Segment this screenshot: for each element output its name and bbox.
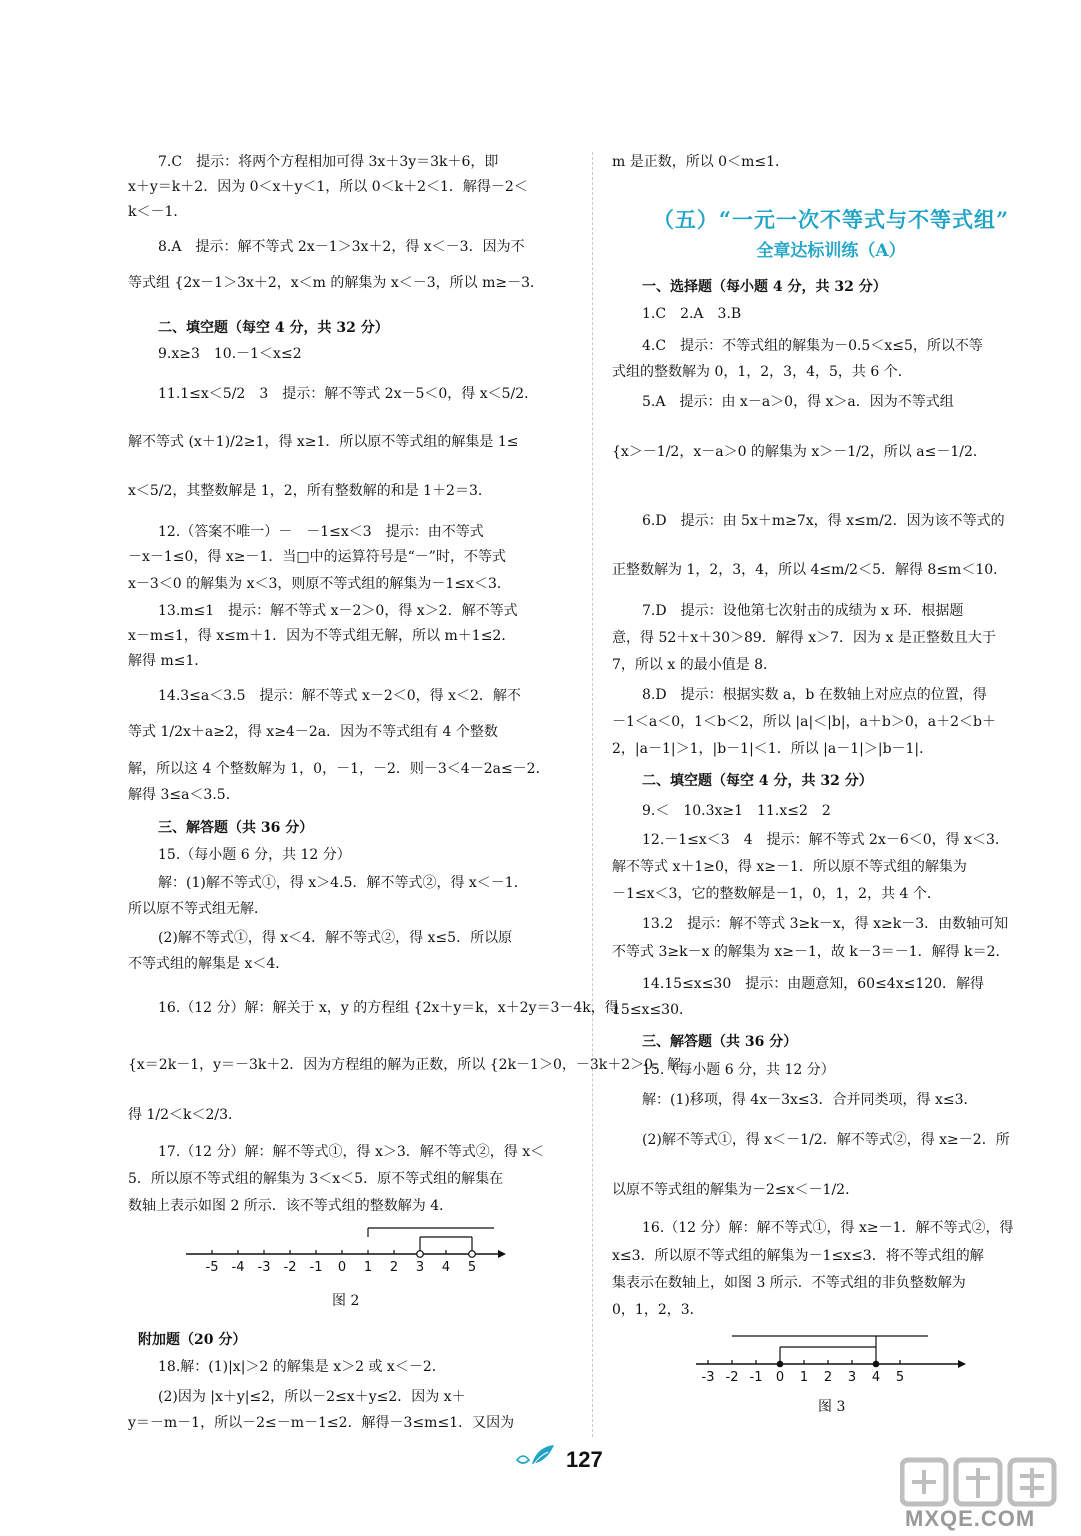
text-line: x＜5/2，其整数解是 1，2，所有整数解的和是 1＋2＝3． bbox=[128, 483, 492, 499]
text-line: 2，|a－1|＞1，|b－1|＜1．所以 |a－1|＞|b－1|． bbox=[612, 741, 934, 757]
text-line: 正整数解为 1，2，3，4，所以 4≤m/2＜5．解得 8≤m＜10． bbox=[612, 562, 1008, 578]
text-line: －1≤x＜3，它的整数解是－1，0，1，2，共 4 个． bbox=[612, 886, 941, 902]
text-line: 等式 1/2x＋a≥2，得 x≥4－2a．因为不等式组有 4 个整数 bbox=[128, 724, 498, 740]
figure-2-tick-label: 5 bbox=[467, 1260, 477, 1274]
text-line: 不等式组的解集是 x＜4． bbox=[128, 956, 290, 972]
text-line: 14.15≤x≤30 提示：由题意知，60≤4x≤120．解得 bbox=[642, 976, 985, 992]
text-line: 不等式 3≥k－x 的解集为 x≥－1，故 k－3＝－1．解得 k＝2． bbox=[612, 944, 1010, 960]
text-line: 11.1≤x＜5/2 3 提示：解不等式 2x－5＜0，得 x＜5/2． bbox=[158, 386, 539, 402]
figure-3-tick-label: 1 bbox=[799, 1370, 809, 1385]
text-line: －1＜a＜0，1＜b＜2，所以 |a|＜|b|，a＋b＞0，a＋2＜b＋ bbox=[612, 714, 996, 730]
text-line: 15≤x≤30． bbox=[612, 1002, 693, 1018]
figure-2-tick-label: -3 bbox=[257, 1260, 271, 1274]
text-line: (2)因为 |x＋y|≤2，所以－2≤x＋y≤2．因为 x＋ bbox=[158, 1389, 466, 1405]
text-line: 5．所以原不等式组的解集为 3＜x＜5．原不等式组的解集在 bbox=[128, 1171, 504, 1187]
text-line: 12.－1≤x＜3 4 提示：解不等式 2x－6＜0，得 x＜3． bbox=[642, 832, 1009, 848]
text-line: {x＝2k－1，y＝－3k＋2．因为方程组的解为正数，所以 {2k－1＞0，－3k＋2＞0．解 bbox=[128, 1057, 682, 1073]
text-line: x≤3．所以原不等式组的解集为－1≤x≤3．将不等式组的解 bbox=[612, 1248, 984, 1264]
text-line: 解不等式 (x＋1)/2≥1，得 x≥1．所以原不等式组的解集是 1≤ bbox=[128, 434, 519, 450]
figure-2-tick-label: -5 bbox=[205, 1260, 219, 1274]
text-line: x－3＜0 的解集为 x＜3，则原不等式组的解集为－1≤x＜3． bbox=[128, 576, 511, 592]
figure-3-tick-label: -2 bbox=[725, 1370, 739, 1385]
watermark-logo-icon bbox=[900, 1456, 1060, 1508]
text-line: 6.D 提示：由 5x＋m≥7x，得 x≤m/2．因为该不等式的 bbox=[642, 513, 1005, 529]
leaf-logo-icon bbox=[514, 1442, 560, 1472]
text-line: 7.C 提示：将两个方程相加可得 3x＋3y＝3k＋6，即 bbox=[158, 154, 499, 170]
text-line: 15.（每小题 6 分，共 12 分） bbox=[642, 1062, 835, 1078]
figure-2-tick-label: -2 bbox=[283, 1260, 297, 1274]
figure-2-tick-label: 0 bbox=[337, 1260, 347, 1274]
figure-2-tick-label: 2 bbox=[389, 1260, 399, 1274]
text-line: 数轴上表示如图 2 所示．该不等式组的整数解为 4． bbox=[128, 1198, 454, 1214]
chapter-subtitle: 全章达标训练（A） bbox=[756, 241, 906, 261]
text-line: 式组的整数解为 0，1，2，3，4，5，共 6 个． bbox=[612, 364, 912, 380]
figure-3-tick-label: 5 bbox=[895, 1370, 905, 1385]
chapter-title: （五）“一元一次不等式与不等式组” bbox=[652, 207, 1010, 232]
figure-3-tick-label: -1 bbox=[749, 1370, 763, 1385]
text-line: x＋y＝k＋2．因为 0＜x＋y＜1，所以 0＜k＋2＜1．解得－2＜ bbox=[128, 179, 528, 195]
section-heading: 附加题（20 分） bbox=[138, 1332, 247, 1348]
figure-3-tick-label: 4 bbox=[871, 1370, 881, 1385]
text-line: 得 1/2＜k＜2/3． bbox=[128, 1107, 242, 1123]
text-line: 16.（12 分）解：解关于 x，y 的方程组 {2x＋y＝k，x＋2y＝3－4k，得 bbox=[158, 1000, 619, 1016]
text-line: 集表示在数轴上，如图 3 所示．不等式组的非负整数解为 bbox=[612, 1275, 966, 1291]
section-heading: 三、解答题（共 36 分） bbox=[642, 1034, 798, 1050]
text-line: y＝－m－1，所以－2≤－m－1≤2．解得－3≤m≤1．又因为 bbox=[128, 1415, 515, 1431]
text-line: 解得 m≤1． bbox=[128, 653, 209, 669]
text-line: x－m≤1，得 x≤m＋1．因为不等式组无解，所以 m＋1≤2． bbox=[128, 628, 516, 644]
text-line: 7.D 提示：设他第七次射击的成绩为 x 环．根据题 bbox=[642, 603, 964, 619]
section-heading: 三、解答题（共 36 分） bbox=[158, 820, 314, 836]
figure-3-number-line bbox=[696, 1330, 966, 1386]
text-line: 解不等式 x＋1≥0，得 x≥－1．所以原不等式组的解集为 bbox=[612, 859, 967, 875]
text-line: 13.m≤1 提示：解不等式 x－2＞0，得 x＞2．解不等式 bbox=[158, 603, 518, 619]
text-line: m 是正数，所以 0＜m≤1． bbox=[612, 154, 789, 170]
text-line: 等式组 {2x－1＞3x＋2，x＜m 的解集为 x＜－3，所以 m≥－3． bbox=[128, 275, 545, 291]
text-line: 5.A 提示：由 x－a＞0，得 x＞a．因为不等式组 bbox=[642, 394, 954, 410]
text-line: 7，所以 x 的最小值是 8． bbox=[612, 657, 778, 673]
figure-2-tick-label: -4 bbox=[231, 1260, 245, 1274]
figure-2-tick-label: 1 bbox=[363, 1260, 373, 1274]
text-line: (2)解不等式①，得 x＜4．解不等式②，得 x≤5．所以原 bbox=[158, 930, 513, 946]
figure-2-tick-label: 4 bbox=[441, 1260, 451, 1274]
figure-2-number-line bbox=[186, 1220, 506, 1274]
figure-3-caption: 图 3 bbox=[818, 1399, 846, 1415]
text-line: 解：(1)移项，得 4x－3x≤3．合并同类项，得 x≤3． bbox=[642, 1092, 978, 1108]
text-line: 9.＜ 10.3x≥1 11.x≤2 2 bbox=[642, 803, 831, 819]
figure-2-tick-label: 3 bbox=[415, 1260, 425, 1274]
text-line: 13.2 提示：解不等式 3≥k－x，得 x≥k－3．由数轴可知 bbox=[642, 916, 1009, 932]
text-line: 4.C 提示：不等式组的解集为－0.5＜x≤5，所以不等 bbox=[642, 338, 983, 354]
text-line: 1.C 2.A 3.B bbox=[642, 306, 742, 322]
text-line: 17.（12 分）解：解不等式①，得 x＞3．解不等式②，得 x＜ bbox=[158, 1144, 545, 1160]
text-line: 12.（答案不唯一）－ －1≤x＜3 提示：由不等式 bbox=[158, 524, 484, 540]
text-line: －x－1≤0，得 x≥－1．当□中的运算符号是“－”时，不等式 bbox=[128, 549, 506, 565]
section-heading: 二、填空题（每空 4 分，共 32 分） bbox=[642, 773, 873, 789]
figure-3-tick-label: 3 bbox=[847, 1370, 857, 1385]
text-line: k＜－1． bbox=[128, 204, 188, 220]
text-line: (2)解不等式①，得 x＜－1/2．解不等式②，得 x≥－2．所 bbox=[642, 1132, 1010, 1148]
text-line: 14.3≤a＜3.5 提示：解不等式 x－2＜0，得 x＜2．解不 bbox=[158, 688, 521, 704]
figure-2-tick-label: -1 bbox=[309, 1260, 323, 1274]
figure-3-tick-label: 0 bbox=[775, 1370, 785, 1385]
text-line: 18.解：(1)|x|＞2 的解集是 x＞2 或 x＜－2． bbox=[158, 1359, 446, 1375]
figure-3-tick-label: 2 bbox=[823, 1370, 833, 1385]
section-heading: 二、填空题（每空 4 分，共 32 分） bbox=[158, 320, 389, 336]
watermark-text: MXQE.COM bbox=[905, 1506, 1036, 1531]
text-line: 解得 3≤a＜3.5． bbox=[128, 787, 240, 803]
page-number: 127 bbox=[566, 1447, 603, 1472]
text-line: 解，所以这 4 个整数解为 1，0，－1，－2．则－3＜4－2a≤－2． bbox=[128, 761, 550, 777]
text-line: 8.D 提示：根据实数 a，b 在数轴上对应点的位置，得 bbox=[642, 687, 987, 703]
text-line: 以原不等式组的解集为－2≤x＜－1/2． bbox=[612, 1182, 860, 1198]
text-line: 解：(1)解不等式①，得 x＞4.5．解不等式②，得 x＜－1． bbox=[158, 875, 528, 891]
figure-2-caption: 图 2 bbox=[332, 1293, 360, 1309]
column-divider bbox=[592, 152, 593, 1437]
text-line: 8.A 提示：解不等式 2x－1＞3x＋2，得 x＜－3．因为不 bbox=[158, 239, 525, 255]
text-line: 意，得 52＋x＋30＞89．解得 x＞7．因为 x 是正整数且大于 bbox=[612, 630, 996, 646]
text-line: 9.x≥3 10.－1＜x≤2 bbox=[158, 346, 302, 362]
text-line: 0，1，2，3． bbox=[612, 1302, 704, 1318]
text-line: 所以原不等式组无解． bbox=[128, 901, 268, 917]
section-heading: 一、选择题（每小题 4 分，共 32 分） bbox=[642, 279, 887, 295]
figure-3-tick-label: -3 bbox=[701, 1370, 715, 1385]
text-line: 16.（12 分）解：解不等式①，得 x≥－1．解不等式②，得 bbox=[642, 1220, 1014, 1236]
text-line: {x＞－1/2，x－a＞0 的解集为 x＞－1/2，所以 a≤－1/2． bbox=[612, 444, 987, 460]
text-line: 15.（每小题 6 分，共 12 分） bbox=[158, 847, 351, 863]
